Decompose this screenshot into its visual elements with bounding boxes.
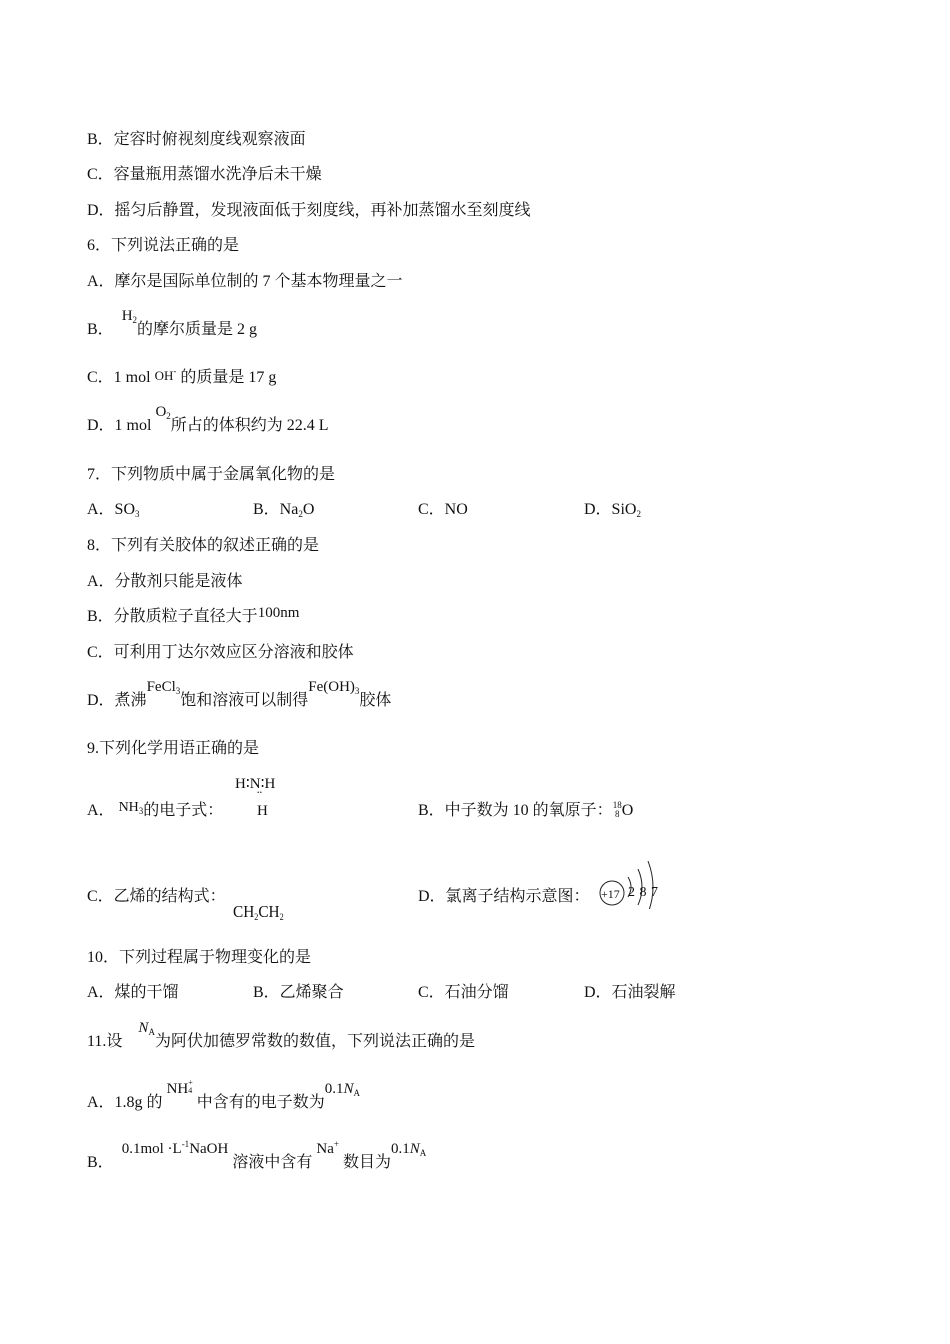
ethylene-formula: CH2CH2 <box>233 902 284 922</box>
text: 的摩尔质量是 2 g <box>137 321 258 338</box>
formula: $O_2$ <box>155 404 171 421</box>
electron-formula: H∶N∶H ¨ H <box>235 776 276 819</box>
q5-option-d: D．摇匀后静置，发现液面低于刻度线，再补加蒸馏水至刻度线 <box>87 202 531 219</box>
q8-option-b: B．分散质粒子直径大于100nm <box>87 605 300 625</box>
formula: $Fe(OH)_3$ <box>308 679 360 696</box>
formula: NH+ 4 <box>166 1078 193 1097</box>
chloride-ion-diagram: +17 2 8 7 <box>598 879 668 927</box>
formula: $0.1mol \cdot L^{-1}NaOH$ <box>121 1139 229 1157</box>
q10-stem: 10．下列过程属于物理变化的是 <box>87 949 312 966</box>
q9-option-a: A． $NH_3$的电子式： <box>87 800 224 819</box>
q8-option-a: A．分散剂只能是液体 <box>87 573 243 590</box>
q7-stem: 7．下列物质中属于金属氧化物的是 <box>87 466 336 483</box>
q10-option-a: A．煤的干馏 <box>87 984 179 1001</box>
q9-option-d: D．氯离子结构示意图： <box>418 888 590 905</box>
q11-option-a: A．1.8g 的NH+ 4中含有的电子数为$0.1N_A$ <box>87 1078 361 1111</box>
q8-option-c: C．可利用丁达尔效应区分溶液和胶体 <box>87 644 354 661</box>
formula: OH- <box>154 366 177 383</box>
q7-option-c: C．NO <box>418 501 468 518</box>
text: 所占的体积约为 22.4 L <box>170 417 329 434</box>
text: 的质量是 17 g <box>176 369 277 386</box>
q10-option-b: B．乙烯聚合 <box>253 984 344 1001</box>
q7-option-b: B．Na2O <box>253 501 315 519</box>
q10-option-d: D．石油裂解 <box>584 984 676 1001</box>
formula: $H_2$ <box>121 308 138 325</box>
q11-stem: 11.设$N_A$为阿伏加德罗常数的数值，下列说法正确的是 <box>87 1020 475 1050</box>
q6-option-b <box>87 308 258 341</box>
q6-option-a: A．摩尔是国际单位制的 7 个基本物理量之一 <box>87 273 403 290</box>
label: D．1 mol <box>87 417 156 434</box>
q9-option-c: C．乙烯的结构式： <box>87 888 226 905</box>
avogadro-symbol: $N_A$ <box>138 1020 155 1037</box>
q10-option-c: C．石油分馏 <box>418 984 509 1001</box>
formula: 100nm <box>257 605 300 621</box>
q6-stem: 6．下列说法正确的是 <box>87 237 240 254</box>
q6-option-d <box>87 404 329 437</box>
q7-option-a: A．SO3 <box>87 501 140 519</box>
q8-option-d: D．煮沸FeCl$_3$饱和溶液可以制得$Fe(OH)_3$胶体 <box>87 679 392 709</box>
q9-stem: 9.下列化学用语正确的是 <box>87 740 260 757</box>
formula: FeCl$_3$ <box>146 679 181 696</box>
q5-option-b: B．定容时俯视刻度线观察液面 <box>87 131 306 148</box>
q8-stem: 8．下列有关胶体的叙述正确的是 <box>87 537 320 554</box>
q5-option-c: C．容量瓶用蒸馏水洗净后未干燥 <box>87 166 322 183</box>
label: C．1 mol <box>87 369 155 386</box>
q6-option-c <box>87 368 276 389</box>
label: B． <box>87 321 114 338</box>
q9-option-b: B．中子数为 10 的氧原子：18 8 O <box>418 800 634 819</box>
q7-option-d: D．SiO2 <box>584 501 641 519</box>
q11-option-b: B．$0.1mol \cdot L^{-1}NaOH$溶液中含有Na+数目为$0.1N_A$ <box>87 1139 427 1171</box>
